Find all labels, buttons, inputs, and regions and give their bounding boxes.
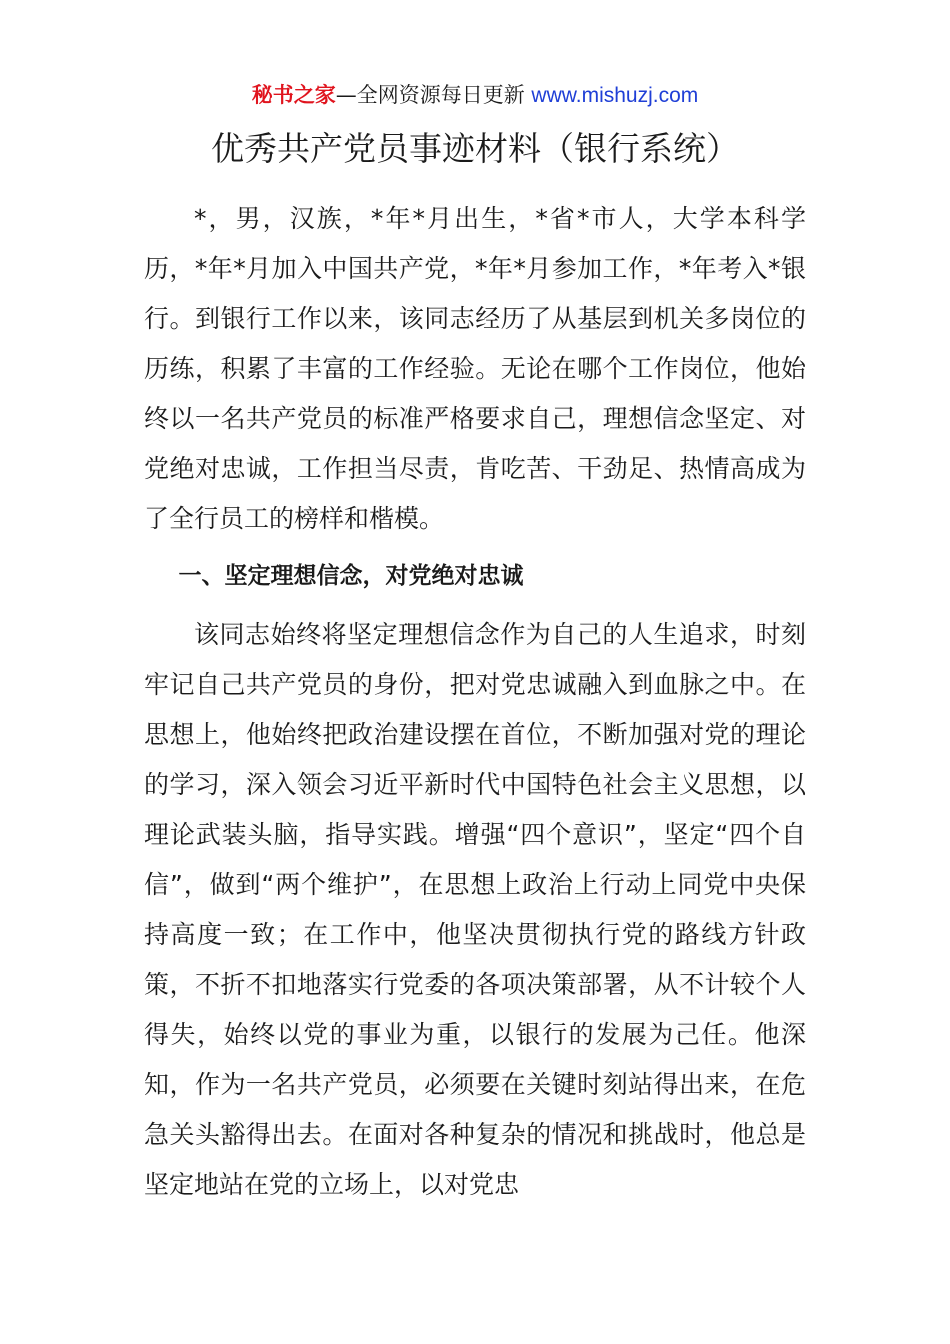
section-paragraph: 该同志始终将坚定理想信念作为自己的人生追求，时刻牢记自己共产党员的身份，把对党忠诚融入到血脉之中。在思想上，他始终把政治建设摆在首位，不断加强对党的理论的学习，深入领会习近平新时代中国特色社会主义思想，以理论武装头脑，指导实践。增强“四个意识”，坚定“四个自信”，做到“两个维护”，在思想上政治上行动上同党中央保持高度一致；在工作中，他坚决贯彻执行党的路线方针政策，不折不扣地落实行党委的各项决策部署，从不计较个人得失，始终以党的事业为重，以银行的发展为己任。他深知，作为一名共产党员，必须要在关键时刻站得出来，在危急关头豁得出去。在面对各种复杂的情况和挑战时，他总是坚定地站在党的立场上，以对党忠 [144,620,806,1199]
header-tagline: —全网资源每日更新 [335,83,532,107]
document-title: 优秀共产党员事迹材料（银行系统） [211,129,739,168]
brand-name: 秘书之家 [251,83,336,107]
section-heading: 一、坚定理想信念，对党绝对忠诚 [178,563,524,589]
document-body [144,194,806,1210]
site-url[interactable]: www.mishuzj.com [531,84,699,107]
intro-paragraph: *，男，汉族，*年*月出生，*省*市人，大学本科学历，*年*月加入中国共产党，*年*月参加工作，*年考入*银行。到银行工作以来，该同志经历了从基层到机关多岗位的历练，积累了丰富的工作经验。无论在哪个工作岗位，他始终以一名共产党员的标准严格要求自己，理想信念坚定、对党绝对忠诚，工作担当尽责，肯吃苦、干劲足、热情高成为了全行员工的榜样和楷模。 [144,204,806,533]
site-header [0,80,950,111]
